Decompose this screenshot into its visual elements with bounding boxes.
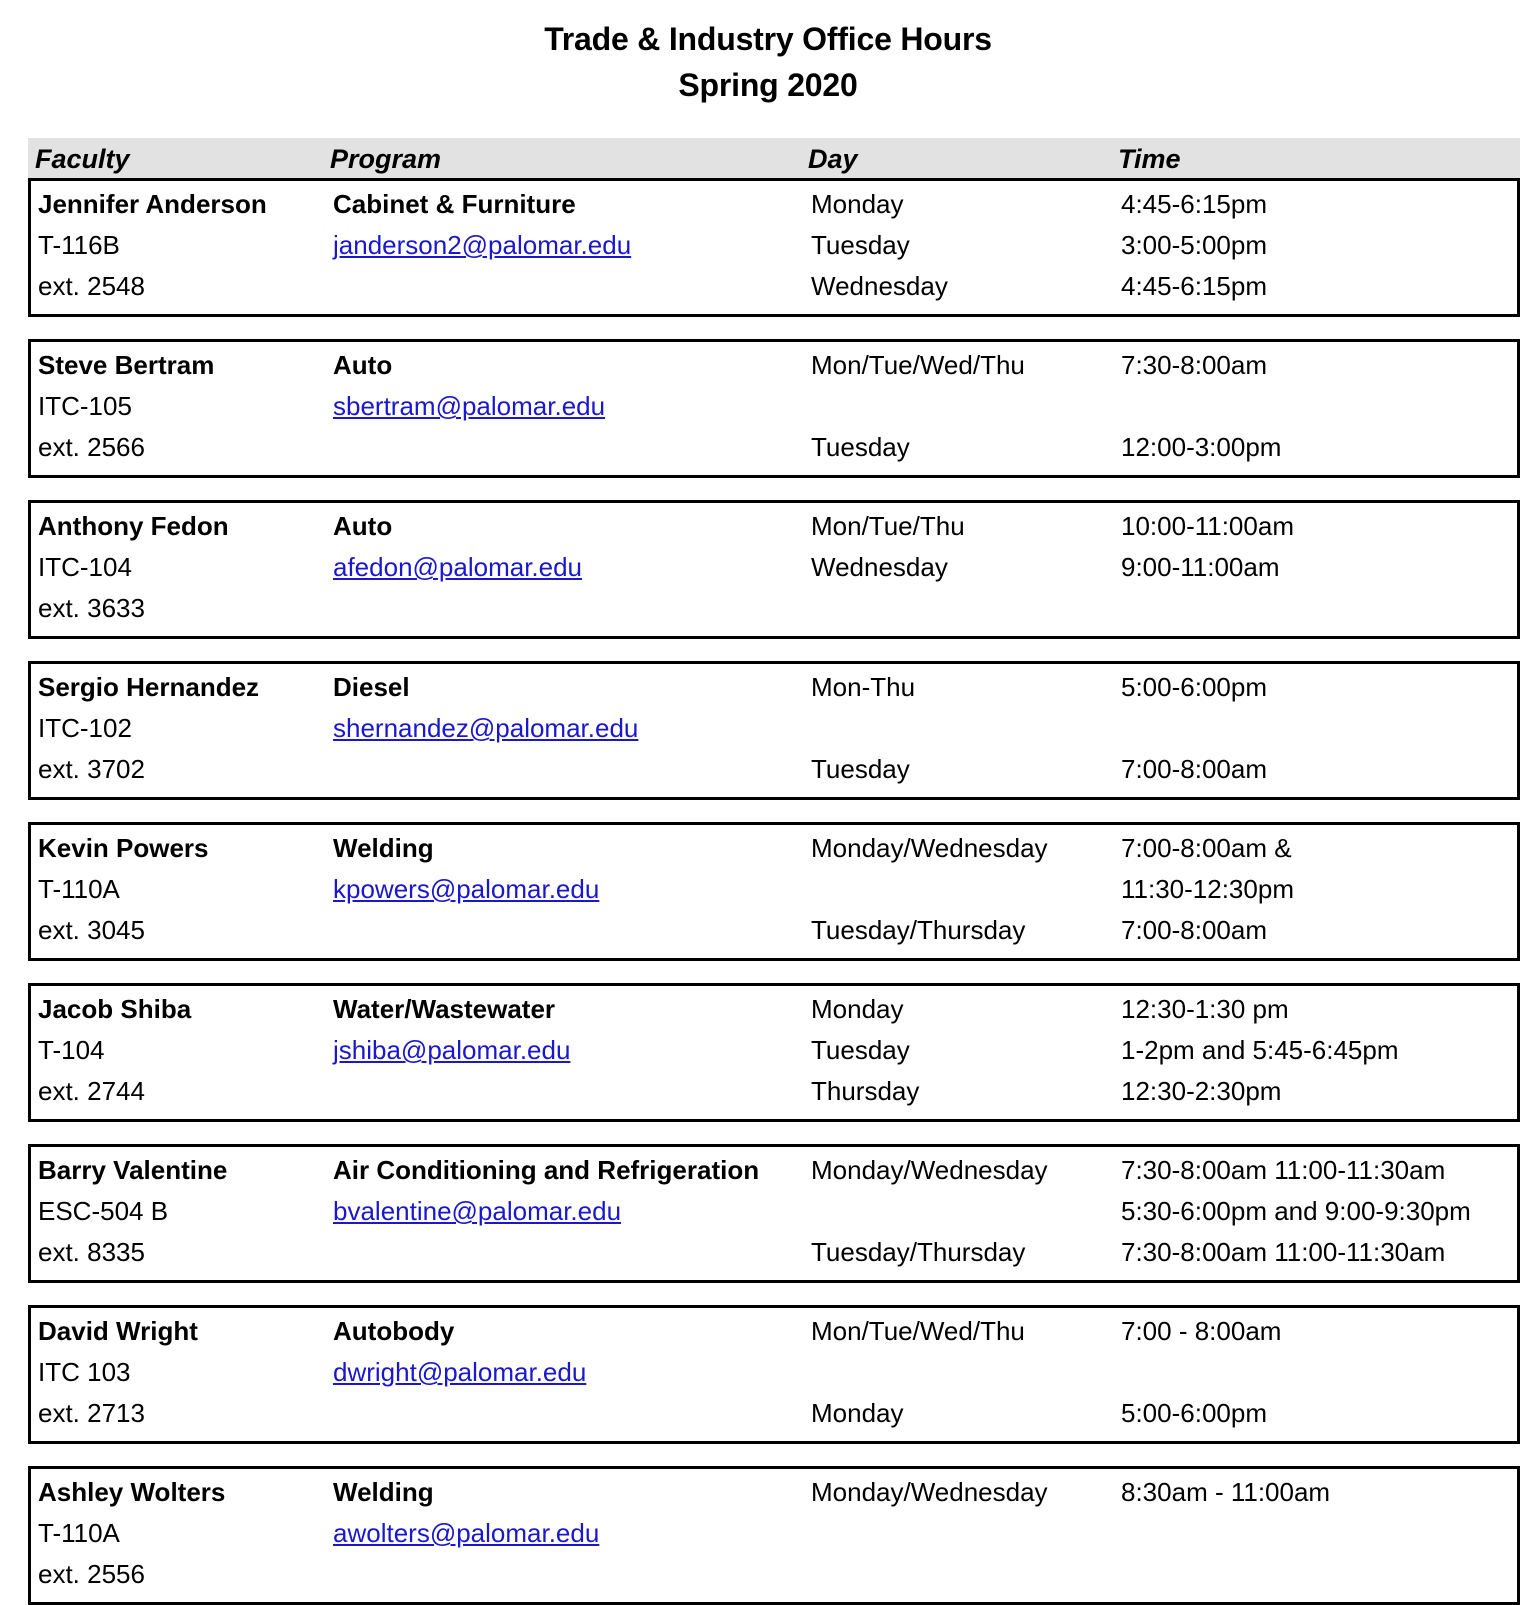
program-name: Diesel [333, 672, 410, 702]
faculty-room: T-110A [38, 874, 120, 904]
faculty-blocks [28, 178, 1520, 1605]
day-cell: Mon/Tue/Wed/Thu [811, 350, 1025, 380]
table-row [31, 709, 1517, 750]
faculty-extension: ext. 2744 [38, 1076, 145, 1106]
day-cell: Tuesday/Thursday [811, 915, 1026, 945]
email-cell [333, 870, 599, 908]
day-cell: Mon/Tue/Thu [811, 511, 965, 541]
email-link[interactable]: jshiba@palomar.edu [333, 1035, 571, 1065]
table-row [31, 750, 1517, 791]
program-name: Welding [333, 833, 434, 863]
page-title [0, 0, 1536, 108]
table-row [31, 1394, 1517, 1435]
faculty-block [28, 339, 1520, 478]
faculty-name: Steve Bertram [38, 350, 215, 380]
faculty-block [28, 1305, 1520, 1444]
time-cell: 10:00-11:00am [1121, 511, 1294, 541]
email-cell [333, 548, 582, 586]
table-row [31, 267, 1517, 308]
time-cell: 7:00-8:00am [1121, 754, 1267, 784]
day-cell: Tuesday/Thursday [811, 1237, 1026, 1267]
table-row [31, 1151, 1517, 1192]
program-name: Autobody [333, 1316, 455, 1346]
time-cell: 5:00-6:00pm [1121, 1398, 1267, 1428]
day-cell: Wednesday [811, 271, 948, 301]
email-link[interactable]: sbertram@palomar.edu [333, 391, 606, 421]
table-row [31, 548, 1517, 589]
day-cell: Monday/Wednesday [811, 1155, 1048, 1185]
time-cell: 11:30-12:30pm [1121, 874, 1294, 904]
faculty-block [28, 661, 1520, 800]
office-hours-table [0, 138, 1536, 1605]
table-row [31, 1514, 1517, 1555]
faculty-room: T-116B [38, 230, 120, 260]
column-header-program: Program [330, 144, 442, 174]
table-row [31, 387, 1517, 428]
table-row [31, 589, 1517, 630]
time-cell: 12:30-1:30 pm [1121, 994, 1289, 1024]
table-row [31, 829, 1517, 870]
faculty-room: ITC-105 [38, 391, 132, 421]
table-row [31, 990, 1517, 1031]
column-header-faculty: Faculty [35, 144, 130, 174]
time-cell: 4:45-6:15pm [1121, 189, 1267, 219]
time-cell: 7:00-8:00am [1121, 915, 1267, 945]
table-row [31, 1031, 1517, 1072]
title-line-2: Spring 2020 [678, 67, 858, 103]
program-name: Cabinet & Furniture [333, 189, 576, 219]
table-row [31, 185, 1517, 226]
day-cell: Tuesday [811, 1035, 910, 1065]
faculty-extension: ext. 2566 [38, 432, 145, 462]
table-row [31, 870, 1517, 911]
faculty-name: Kevin Powers [38, 833, 209, 863]
day-cell: Tuesday [811, 230, 910, 260]
table-header-row [28, 138, 1520, 178]
day-cell: Monday/Wednesday [811, 833, 1048, 863]
time-cell: 8:30am - 11:00am [1121, 1477, 1331, 1507]
faculty-extension: ext. 3702 [38, 754, 145, 784]
column-header-day: Day [808, 144, 858, 174]
time-cell: 7:00 - 8:00am [1121, 1316, 1282, 1346]
table-row [31, 1192, 1517, 1233]
faculty-extension: ext. 3045 [38, 915, 145, 945]
program-name: Air Conditioning and Refrigeration [333, 1155, 760, 1185]
email-link[interactable]: dwright@palomar.edu [333, 1357, 587, 1387]
email-cell [333, 387, 605, 425]
time-cell: 7:00-8:00am & [1121, 833, 1292, 863]
table-row [31, 346, 1517, 387]
time-cell: 5:30-6:00pm and 9:00-9:30pm [1121, 1196, 1471, 1226]
time-cell: 3:00-5:00pm [1121, 230, 1267, 260]
day-cell: Tuesday [811, 754, 910, 784]
day-cell: Wednesday [811, 552, 948, 582]
time-cell: 7:30-8:00am [1121, 350, 1267, 380]
table-row [31, 507, 1517, 548]
program-name: Welding [333, 1477, 434, 1507]
day-cell: Monday [811, 994, 904, 1024]
time-cell: 9:00-11:00am [1121, 552, 1280, 582]
column-header-time: Time [1118, 144, 1181, 174]
faculty-name: Barry Valentine [38, 1155, 228, 1185]
faculty-block [28, 500, 1520, 639]
table-row [31, 1233, 1517, 1274]
faculty-room: T-104 [38, 1035, 105, 1065]
program-name: Auto [333, 350, 393, 380]
faculty-block [28, 178, 1520, 317]
table-row [31, 1555, 1517, 1596]
day-cell: Monday [811, 1398, 904, 1428]
faculty-room: ITC 103 [38, 1357, 131, 1387]
faculty-extension: ext. 3633 [38, 593, 145, 623]
time-cell: 5:00-6:00pm [1121, 672, 1267, 702]
faculty-room: ITC-102 [38, 713, 132, 743]
table-row [31, 1072, 1517, 1113]
email-cell [333, 1192, 621, 1230]
time-cell: 1-2pm and 5:45-6:45pm [1121, 1035, 1399, 1065]
day-cell: Tuesday [811, 432, 910, 462]
faculty-block [28, 1144, 1520, 1283]
faculty-room: T-110A [38, 1518, 120, 1548]
day-cell: Thursday [811, 1076, 920, 1106]
table-row [31, 911, 1517, 952]
faculty-name: Jennifer Anderson [38, 189, 267, 219]
email-cell [333, 226, 631, 264]
table-row [31, 428, 1517, 469]
faculty-room: ITC-104 [38, 552, 132, 582]
faculty-name: Ashley Wolters [38, 1477, 226, 1507]
email-link[interactable]: bvalentine@palomar.edu [333, 1196, 622, 1226]
faculty-extension: ext. 2713 [38, 1398, 145, 1428]
title-line-1: Trade & Industry Office Hours [544, 21, 992, 57]
faculty-name: David Wright [38, 1316, 198, 1346]
faculty-block [28, 822, 1520, 961]
program-name: Auto [333, 511, 393, 541]
email-cell [333, 1353, 586, 1391]
email-link[interactable]: awolters@palomar.edu [333, 1518, 600, 1548]
faculty-room: ESC-504 B [38, 1196, 169, 1226]
faculty-block [28, 1466, 1520, 1605]
faculty-name: Sergio Hernandez [38, 672, 260, 702]
email-link[interactable]: shernandez@palomar.edu [333, 713, 639, 743]
faculty-extension: ext. 2548 [38, 271, 145, 301]
faculty-name: Anthony Fedon [38, 511, 229, 541]
table-row [31, 226, 1517, 267]
time-cell: 12:30-2:30pm [1121, 1076, 1282, 1106]
table-row [31, 1312, 1517, 1353]
table-row [31, 668, 1517, 709]
faculty-name: Jacob Shiba [38, 994, 192, 1024]
day-cell: Monday/Wednesday [811, 1477, 1048, 1507]
day-cell: Mon-Thu [811, 672, 916, 702]
table-row [31, 1353, 1517, 1394]
email-cell [333, 1031, 570, 1069]
email-link[interactable]: kpowers@palomar.edu [333, 874, 600, 904]
email-cell [333, 709, 638, 747]
faculty-block [28, 983, 1520, 1122]
day-cell: Mon/Tue/Wed/Thu [811, 1316, 1025, 1346]
email-cell [333, 1514, 599, 1552]
time-cell: 4:45-6:15pm [1121, 271, 1267, 301]
time-cell: 12:00-3:00pm [1121, 432, 1282, 462]
table-row [31, 1473, 1517, 1514]
day-cell: Monday [811, 189, 904, 219]
faculty-extension: ext. 8335 [38, 1237, 145, 1267]
email-link[interactable]: janderson2@palomar.edu [333, 230, 632, 260]
program-name: Water/Wastewater [333, 994, 556, 1024]
email-link[interactable]: afedon@palomar.edu [333, 552, 583, 582]
time-cell: 7:30-8:00am 11:00-11:30am [1121, 1237, 1446, 1267]
faculty-extension: ext. 2556 [38, 1559, 145, 1589]
time-cell: 7:30-8:00am 11:00-11:30am [1121, 1155, 1446, 1185]
